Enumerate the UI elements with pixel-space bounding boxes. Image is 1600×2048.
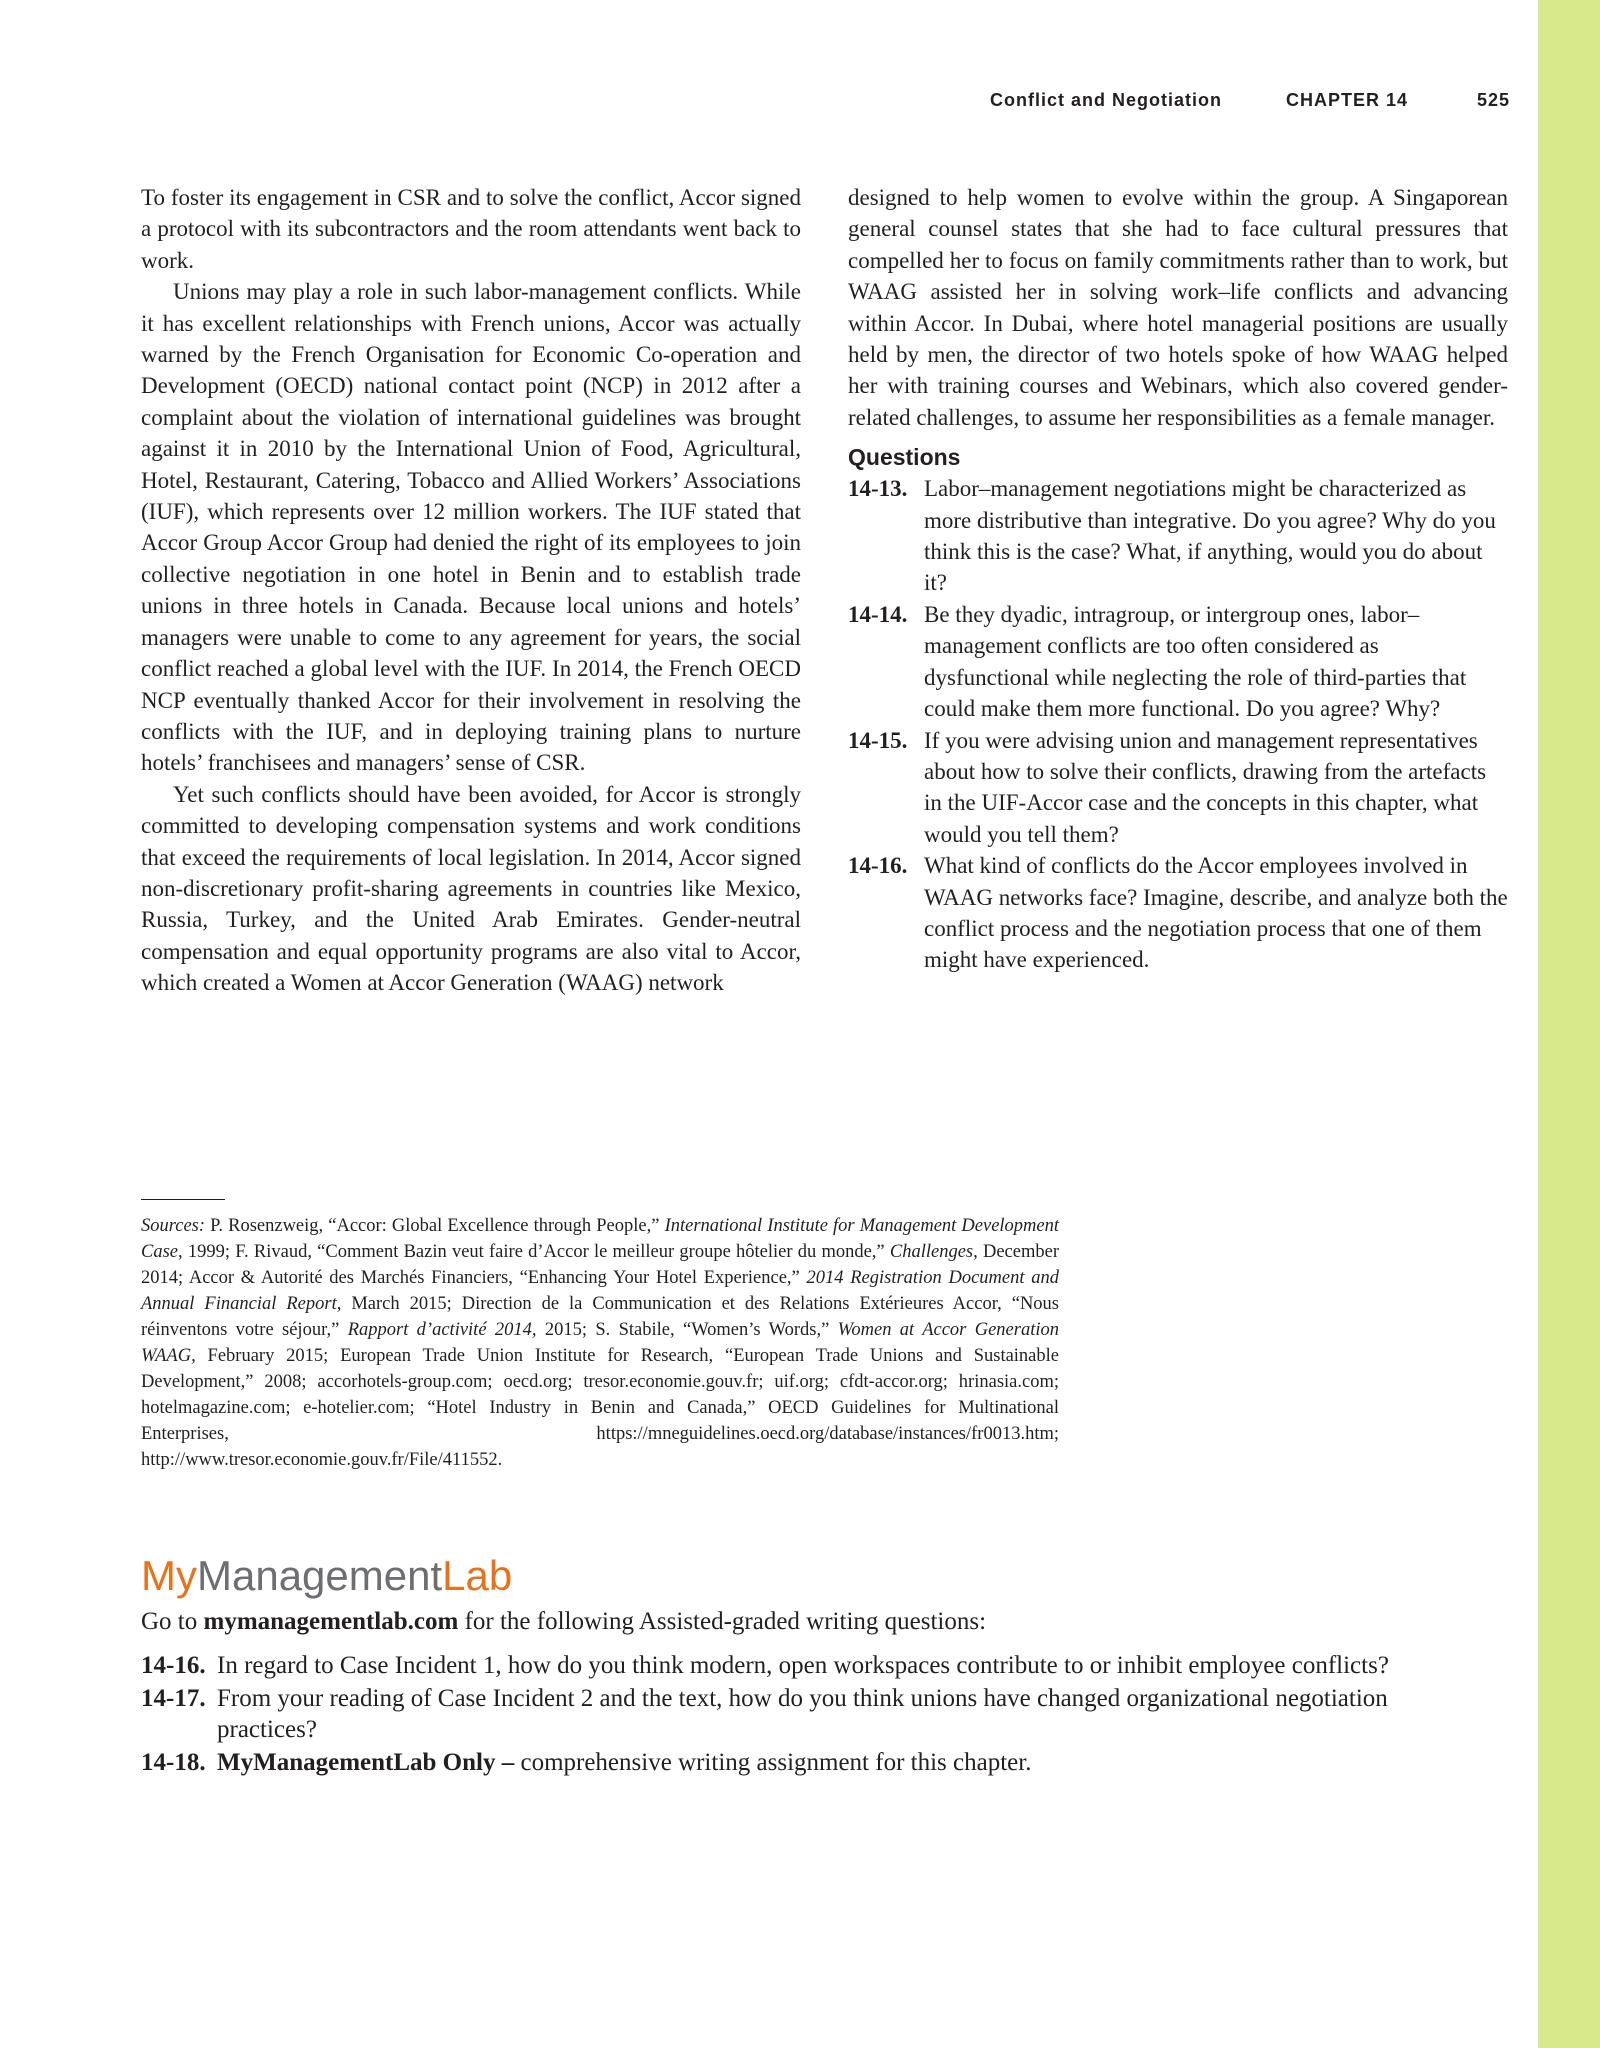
sources-text: P. Rosenzweig, “Accor: Global Excellence through People,” [205,1216,665,1236]
sources-title: Rapport d’activité 2014, [347,1320,537,1340]
body-paragraph: Unions may play a role in such labor-management conflicts. While it has excellent relationships with French unions, Accor was actually warned by the French Organisation for Economic Co-operation and Development (OECD) national contact point (NCP) in 2012 after a complaint about the violation of international guidelines was brought against it in 2010 by the International Union of Food, Agricultural, Hotel, Restaurant, Catering, Tobacco and Allied Workers’ Associations (IUF), which represents over 12 million workers. The IUF stated that Accor Group Accor Group had denied the right of its employees to join collective negotiation in one hotel in Benin and to establish trade unions in three hotels in Canada. Because local unions and hotels’ managers were unable to come to any agreement for years, the social conflict reached a global level with the IUF. In 2014, the French OECD NCP eventually thanked Accor for their involvement in resolving the conflicts with the IUF, and in deploying training plans to nurture hotels’ franchisees and managers’ sense of CSR. [141,279,801,776]
writing-question-number: 14-17. [141,1685,206,1712]
question-item [848,473,1508,599]
body-paragraph: To foster its engagement in CSR and to solve the conflict, Accor signed a protocol with its subcontractors and the room attendants went back to work. [141,185,801,273]
question-number: 14-13. [848,476,908,502]
question-item [848,725,1508,851]
right-column [848,182,1508,976]
question-text: Be they dyadic, intragroup, or intergroup ones, labor–management conflicts are too often considered as dysfunctional while neglecting the role of third-parties that could make them more functional. Do you agree? Why? [924,601,1467,722]
sources-note [141,1213,1059,1473]
writing-question-text: comprehensive writing assignment for this chapter. [514,1749,1032,1776]
sources-text: 1999; F. Rivaud, “Comment Bazin veut faire d’Accor le meilleur groupe hôtelier du monde,” [182,1242,890,1262]
logo-lab: Lab [442,1552,513,1599]
question-item [848,850,1508,976]
writing-question-text: From your reading of Case Incident 2 and the text, how do you think unions have changed organizational negotiation practices? [217,1685,1388,1743]
footnote-rule [141,1199,225,1200]
writing-question [141,1747,1461,1778]
writing-question [141,1683,1461,1745]
mylab-intro [141,1606,1461,1638]
sources-title: International Institute for Management Development Case, [141,1216,1060,1262]
writing-question [141,1650,1461,1681]
running-header [990,90,1510,116]
sources-text: December 2014; Accor & Autorité des Marchés Financiers, “Enhancing Your Hotel Experience,” [141,1242,1059,1288]
writing-question-text: In regard to Case Incident 1, how do you think modern, open workspaces contribute to or inhibit employee conflicts? [217,1652,1389,1679]
page-number: 525 [1476,90,1510,110]
writing-question-number: 14-18. [141,1749,206,1776]
logo-my: My [141,1552,197,1599]
sources-title: Challenges, [889,1242,978,1262]
sources-label: Sources: [141,1216,206,1236]
body-paragraph: designed to help women to evolve within the group. A Singaporean general counsel states that she had to face cultural pressures that compelled her to focus on family commitments rather than to work, but WAAG assisted her in solving work–life conflicts and advancing within Accor. In Dubai, where hotel managerial positions are usually held by men, the director of two hotels spoke of how WAAG helped her with training courses and Webinars, which also covered gender-related challenges, to assume her responsibilities as a female manager. [848,185,1508,430]
chapter-label: CHAPTER 14 [1286,90,1409,110]
mylab-questions [141,1650,1461,1780]
question-text: What kind of conflicts do the Accor employees involved in WAAG networks face? Imagine, describe, and analyze both the conflict process and the negotiation process that one of them might have experienced. [924,853,1508,973]
intro-text: for the following Assisted-graded writing questions: [458,1608,987,1635]
intro-text: Go to [141,1608,204,1635]
question-text: If you were advising union and management representatives about how to solve their conflicts, drawing from the artefacts in the UIF-Accor case and the concepts in this chapter, what would you tell them? [924,727,1487,847]
body-paragraph: Yet such conflicts should have been avoided, for Accor is strongly committed to developing compensation systems and work conditions that exceed the requirements of local legislation. In 2014, Accor signed non-discretionary profit-sharing agreements in countries like Mexico, Russia, Turkey, and the United Arab Emirates. Gender-neutral compensation and equal opportunity programs are also vital to Accor, which created a Women at Accor Generation (WAAG) network [141,781,801,996]
questions-heading: Questions [848,444,961,471]
question-text: Labor–management negotiations might be characterized as more distributive than integrative. Do you agree? Why do you think this is the case? What, if anything, would you do about it? [924,476,1496,596]
question-number: 14-14. [848,601,908,627]
sources-text: March 2015; Direction de la Communication et des Relations Extérieures Accor, “Nous réinventons votre séjour,” [141,1294,1059,1340]
writing-question-bold: MyManagementLab Only – [217,1749,515,1776]
sources-text: February 2015; European Trade Union Institute for Research, “European Trade Unions and Sustainable Development,” 2008; accorhotels-group.com; oecd.org; tresor.economie.gouv.fr; uif.org; cfdt-accor.org; hrinasia.com; hotelmagazine.com; e-hotelier.com; “Hotel Industry in Benin and Canada,” OECD Guidelines for Multinational Enterprises, https://mneguidelines.oecd.org/database/instances/fr0013.htm; http://www.tresor.economie.gouv.fr/File/411552. [141,1346,1059,1470]
mymanagementlab-logo [141,1548,512,1604]
question-item [848,599,1508,725]
writing-question-number: 14-16. [141,1652,206,1679]
left-column [141,182,801,999]
question-number: 14-15. [848,727,908,753]
page-edge-tab [1538,0,1600,2048]
mylab-link[interactable]: mymanagementlab.com [203,1608,459,1635]
question-number: 14-16. [848,853,908,879]
sources-title: 2014 Registration Document and Annual Financial Report, [141,1268,1059,1314]
sources-title: Women at Accor Generation WAAG, [141,1320,1059,1366]
logo-management: Management [197,1552,443,1599]
running-title: Conflict and Negotiation [990,90,1222,110]
sources-text: 2015; S. Stabile, “Women’s Words,” [536,1320,838,1340]
